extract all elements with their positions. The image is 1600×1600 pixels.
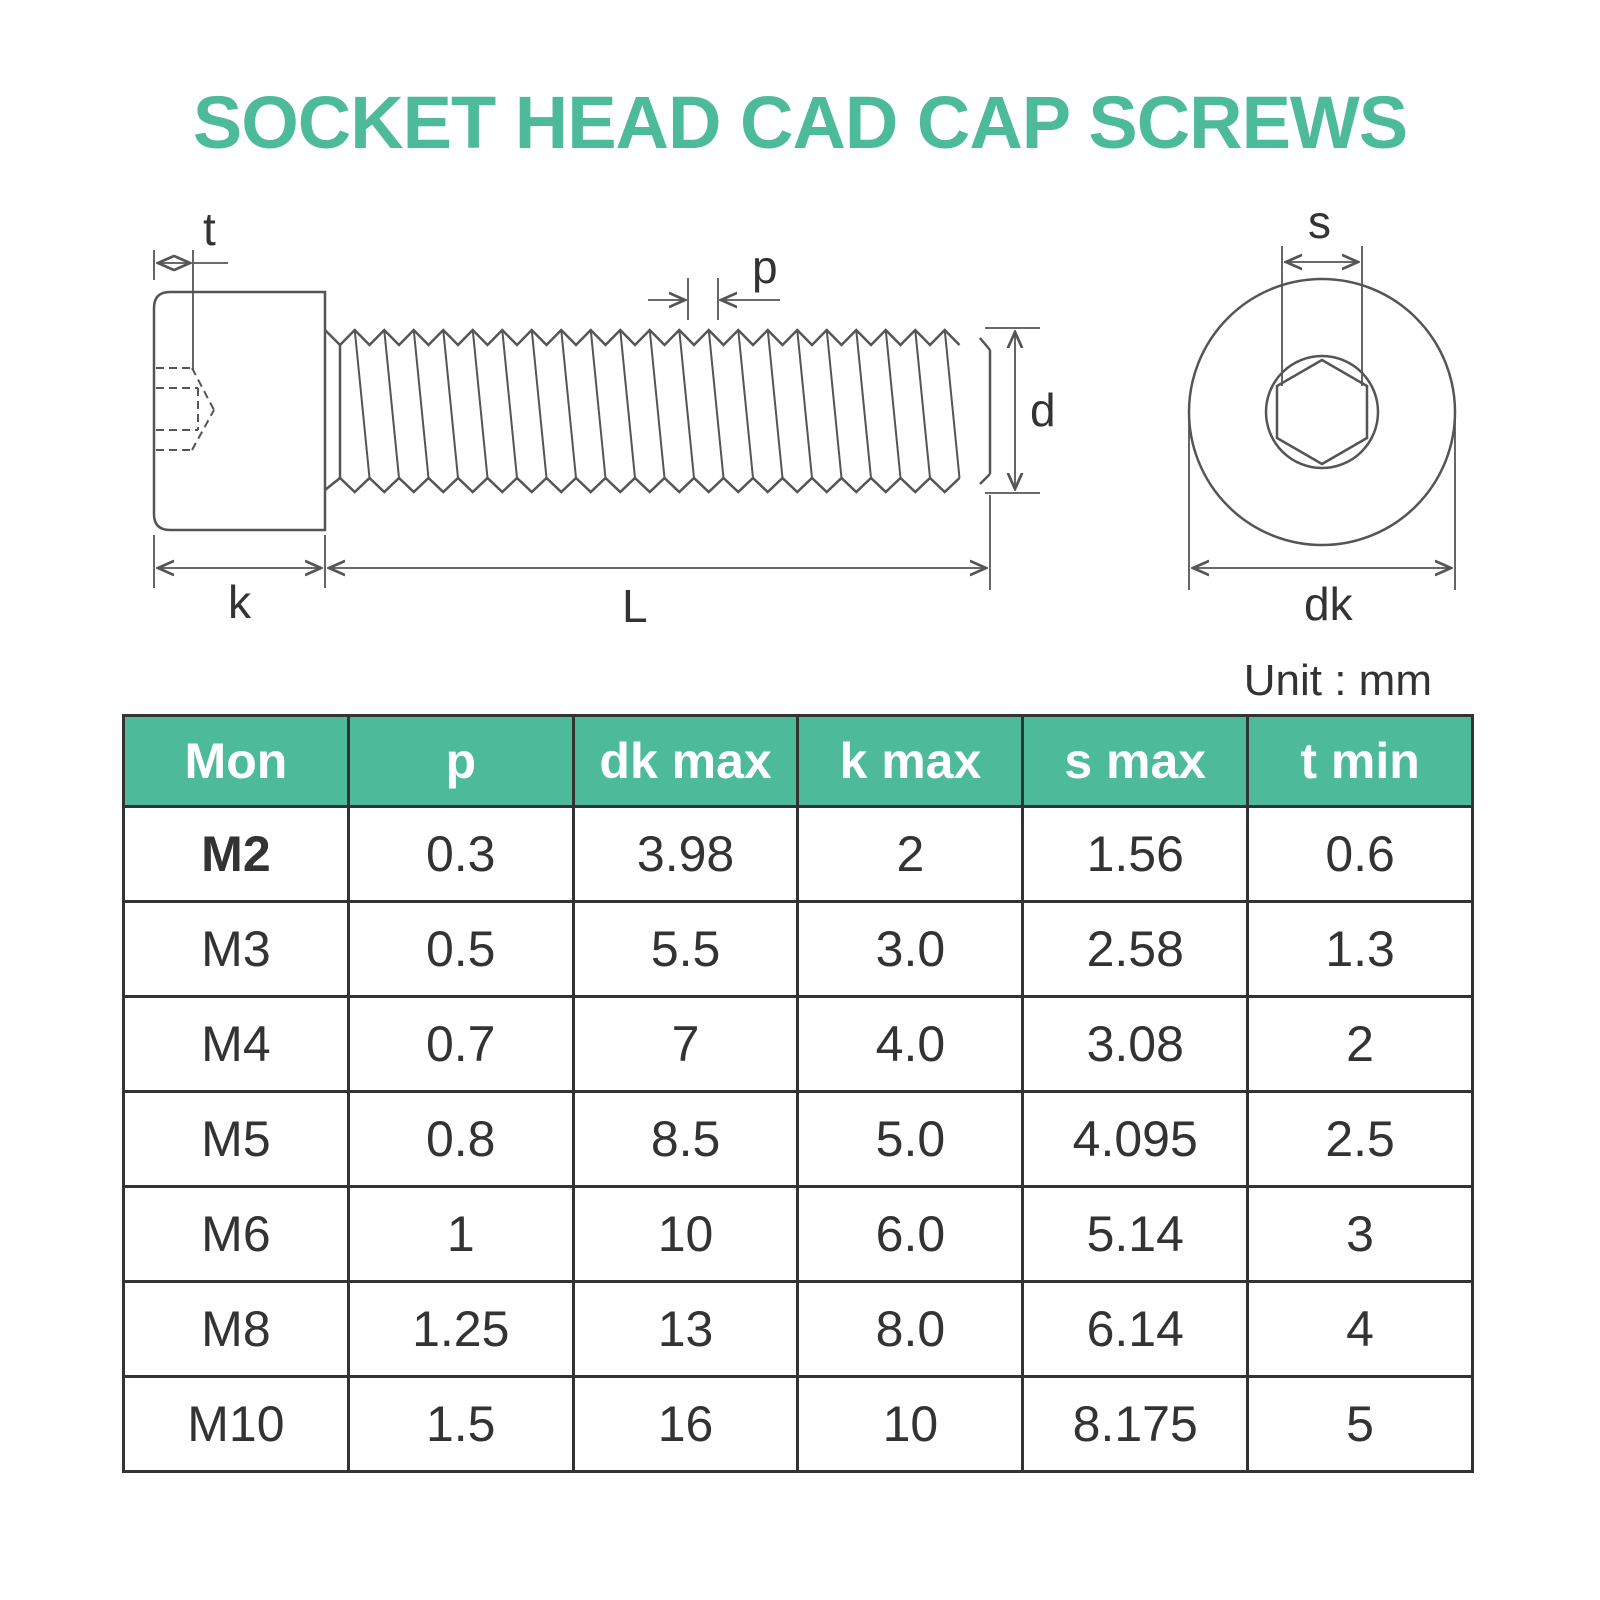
value-cell: 7 bbox=[573, 997, 798, 1092]
value-cell: 5.0 bbox=[798, 1092, 1023, 1187]
value-cell: 5.14 bbox=[1023, 1187, 1248, 1282]
value-cell: 1.5 bbox=[348, 1377, 573, 1472]
value-cell: 1.56 bbox=[1023, 807, 1248, 902]
table-row bbox=[124, 1282, 1473, 1377]
column-header: Mon bbox=[124, 716, 349, 807]
value-cell: 5.5 bbox=[573, 902, 798, 997]
table-row bbox=[124, 1187, 1473, 1282]
value-cell: 2.58 bbox=[1023, 902, 1248, 997]
column-header: dk max bbox=[573, 716, 798, 807]
column-header: s max bbox=[1023, 716, 1248, 807]
label-dk: dk bbox=[1304, 578, 1353, 630]
value-cell: 10 bbox=[798, 1377, 1023, 1472]
label-p: p bbox=[752, 241, 778, 293]
label-L: L bbox=[622, 580, 648, 632]
value-cell: 0.6 bbox=[1248, 807, 1473, 902]
label-d: d bbox=[1030, 384, 1056, 436]
value-cell: 1 bbox=[348, 1187, 573, 1282]
screw-end-view bbox=[1189, 246, 1455, 590]
column-header: k max bbox=[798, 716, 1023, 807]
value-cell: 6.14 bbox=[1023, 1282, 1248, 1377]
value-cell: 5 bbox=[1248, 1377, 1473, 1472]
screw-shank bbox=[325, 330, 990, 492]
size-cell: M3 bbox=[124, 902, 349, 997]
label-t: t bbox=[203, 203, 216, 255]
screw-head bbox=[154, 292, 325, 530]
value-cell: 2 bbox=[1248, 997, 1473, 1092]
page-title: SOCKET HEAD CAD CAP SCREWS bbox=[192, 81, 1408, 164]
unit-label: Unit : mm bbox=[1243, 656, 1432, 705]
value-cell: 1.3 bbox=[1248, 902, 1473, 997]
value-cell: 13 bbox=[573, 1282, 798, 1377]
screw-technical-drawing bbox=[0, 0, 1600, 700]
value-cell: 6.0 bbox=[798, 1187, 1023, 1282]
value-cell: 0.3 bbox=[348, 807, 573, 902]
value-cell: 16 bbox=[573, 1377, 798, 1472]
size-cell: M10 bbox=[124, 1377, 349, 1472]
value-cell: 8.175 bbox=[1023, 1377, 1248, 1472]
size-cell: M2 bbox=[124, 807, 349, 902]
value-cell: 3.98 bbox=[573, 807, 798, 902]
value-cell: 2 bbox=[798, 807, 1023, 902]
label-k: k bbox=[228, 576, 251, 628]
value-cell: 0.7 bbox=[348, 997, 573, 1092]
table-row bbox=[124, 807, 1473, 902]
size-cell: M5 bbox=[124, 1092, 349, 1187]
value-cell: 10 bbox=[573, 1187, 798, 1282]
table-row bbox=[124, 1092, 1473, 1187]
table-row bbox=[124, 902, 1473, 997]
value-cell: 3.0 bbox=[798, 902, 1023, 997]
value-cell: 0.8 bbox=[348, 1092, 573, 1187]
table-row bbox=[124, 1377, 1473, 1472]
dimension-table bbox=[122, 714, 1474, 1473]
value-cell: 2.5 bbox=[1248, 1092, 1473, 1187]
column-header: t min bbox=[1248, 716, 1473, 807]
value-cell: 4.095 bbox=[1023, 1092, 1248, 1187]
value-cell: 8.5 bbox=[573, 1092, 798, 1187]
size-cell: M8 bbox=[124, 1282, 349, 1377]
value-cell: 4 bbox=[1248, 1282, 1473, 1377]
size-cell: M6 bbox=[124, 1187, 349, 1282]
value-cell: 4.0 bbox=[798, 997, 1023, 1092]
table-header-row bbox=[124, 716, 1473, 807]
table-row bbox=[124, 997, 1473, 1092]
column-header: p bbox=[348, 716, 573, 807]
label-s: s bbox=[1308, 196, 1331, 248]
value-cell: 3.08 bbox=[1023, 997, 1248, 1092]
value-cell: 8.0 bbox=[798, 1282, 1023, 1377]
size-cell: M4 bbox=[124, 997, 349, 1092]
value-cell: 0.5 bbox=[348, 902, 573, 997]
value-cell: 3 bbox=[1248, 1187, 1473, 1282]
value-cell: 1.25 bbox=[348, 1282, 573, 1377]
